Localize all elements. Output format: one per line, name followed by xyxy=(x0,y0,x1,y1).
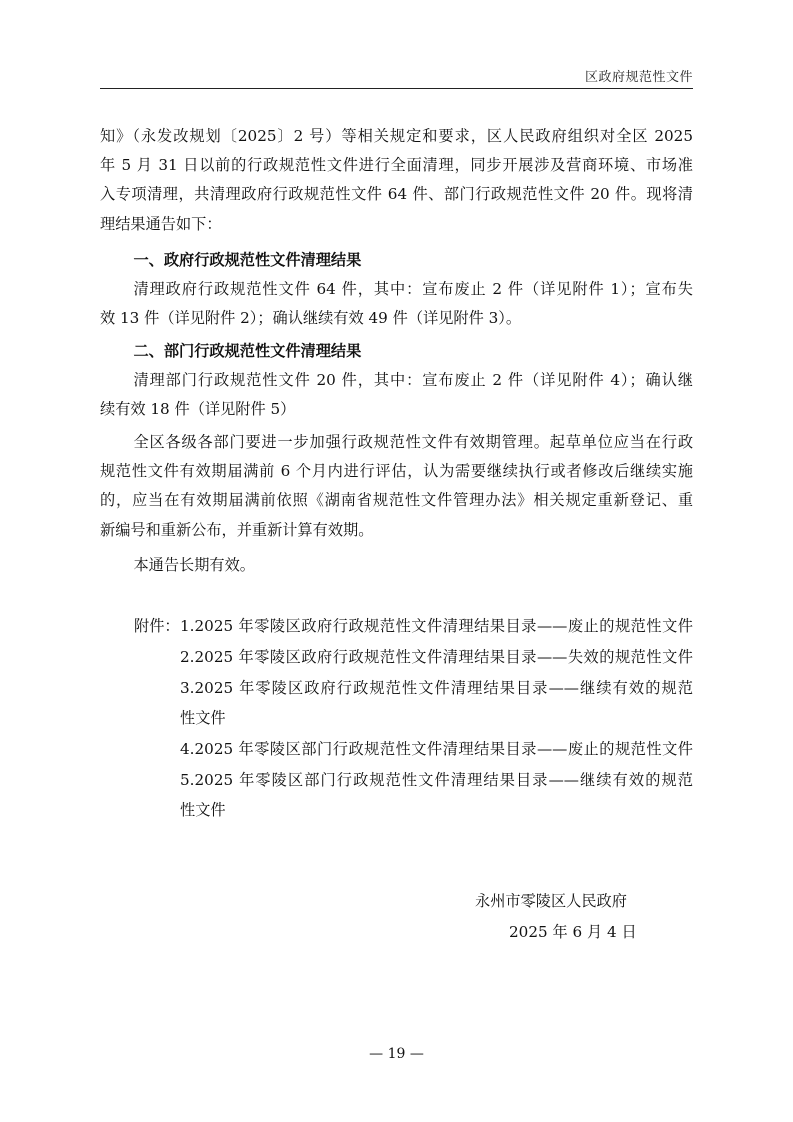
validity-paragraph xyxy=(100,551,693,580)
attachments-label: 附件： xyxy=(134,617,180,635)
attachment-item: 4.2025 年零陵区部门行政规范性文件清理结果目录——废止的规范性文件 xyxy=(180,740,693,758)
attachment-item: 3.2025 年零陵区政府行政规范性文件清理结果目录——继续有效的规范 xyxy=(180,679,693,697)
attachment-item: 2.2025 年零陵区政府行政规范性文件清理结果目录——失效的规范性文件 xyxy=(180,648,693,666)
management-line: 规范性文件有效期届满前 6 个月内进行评估，认为需要继续执行或者修改后继续实施 xyxy=(100,462,693,481)
attachment-item-continued: 性文件 xyxy=(180,801,226,819)
attachment-item: 5.2025 年零陵区部门行政规范性文件清理结果目录——继续有效的规范 xyxy=(180,771,693,789)
intro-line: 理结果通告如下： xyxy=(100,214,222,233)
attachment-item: 1.2025 年零陵区政府行政规范性文件清理结果目录——废止的规范性文件 xyxy=(180,617,693,635)
issuer-name: 永州市零陵区人民政府 xyxy=(475,892,627,910)
section-1-line: 清理政府行政规范性文件 64 件，其中：宣布废止 2 件（详见附件 1）；宣布失 xyxy=(133,280,693,299)
intro-line: 入专项清理，共清理政府行政规范性文件 64 件、部门行政规范性文件 20 件。现将清 xyxy=(100,185,693,204)
intro-line: 知》（永发改规划〔2025〕2 号）等相关规定和要求，区人民政府组织对全区 2025 xyxy=(100,127,693,145)
attachment-item-continued: 性文件 xyxy=(180,709,226,727)
management-paragraph xyxy=(100,428,693,545)
validity-statement: 本通告长期有效。 xyxy=(133,556,255,574)
management-line: 新编号和重新公布，并重新计算有效期。 xyxy=(100,520,374,539)
management-line: 全区各级各部门要进一步加强行政规范性文件有效期管理。起草单位应当在行政 xyxy=(133,433,693,451)
management-line: 的，应当在有效期届满前依照《湖南省规范性文件管理办法》相关规定重新登记、重 xyxy=(100,491,693,510)
section-1-line: 效 13 件（详见附件 2）；确认继续有效 49 件（详见附件 3）。 xyxy=(100,309,522,328)
intro-line: 年 5 月 31 日以前的行政规范性文件进行全面清理，同步开展涉及营商环境、市场准 xyxy=(100,156,693,175)
section-2-heading: 二、部门行政规范性文件清理结果 xyxy=(133,342,362,360)
section-2-line: 清理部门行政规范性文件 20 件，其中：宣布废止 2 件（详见附件 4）；确认继 xyxy=(133,371,693,390)
running-header: 区政府规范性文件 xyxy=(584,70,693,85)
page-number: — 19 — xyxy=(369,1046,424,1062)
section-2 xyxy=(100,337,693,425)
section-2-line: 续有效 18 件（详见附件 5） xyxy=(100,400,296,419)
issue-date: 2025 年 6 月 4 日 xyxy=(509,923,637,941)
intro-paragraph xyxy=(100,122,693,239)
header-rule xyxy=(100,88,693,89)
section-1 xyxy=(100,246,693,334)
section-1-heading: 一、政府行政规范性文件清理结果 xyxy=(133,251,362,269)
